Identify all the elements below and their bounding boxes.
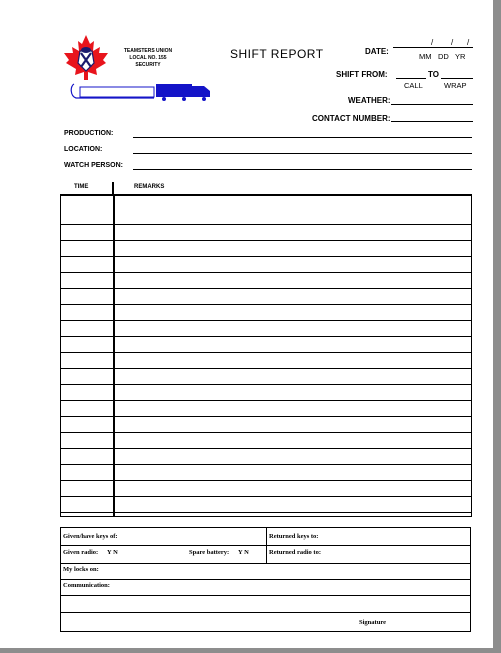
date-input-line[interactable] (393, 47, 473, 48)
date-label: DATE: (365, 47, 389, 56)
box-rule-4 (61, 595, 470, 596)
table-row[interactable] (61, 369, 471, 385)
remarks-column-header: REMARKS (134, 184, 165, 190)
returned-radio-label: Returned radio to: (269, 549, 321, 556)
production-label: PRODUCTION: (64, 130, 114, 137)
box-rule-3 (61, 579, 470, 580)
spare-battery-label: Spare battery: (189, 549, 230, 556)
table-row[interactable] (61, 465, 471, 481)
table-row[interactable] (61, 385, 471, 401)
remarks-table[interactable] (60, 194, 472, 517)
shift-to-input-line[interactable] (441, 78, 473, 79)
table-top-rule (60, 194, 472, 196)
org-line-1: TEAMSTERS UNION (123, 48, 173, 54)
my-locks-label: My locks on: (63, 566, 99, 573)
given-radio-yes-no[interactable]: Y N (107, 549, 118, 556)
box-rule-5 (61, 612, 470, 613)
date-slash-2: / (451, 38, 454, 47)
table-row[interactable] (61, 289, 471, 305)
shift-from-label: SHIFT FROM: (336, 70, 388, 79)
contact-number-input-line[interactable] (391, 121, 473, 122)
wrap-label: WRAP (444, 81, 467, 90)
time-column-header: TIME (74, 184, 89, 190)
production-input-line[interactable] (133, 137, 472, 138)
spare-battery-yes-no[interactable]: Y N (238, 549, 249, 556)
weather-label: WEATHER: (348, 96, 391, 105)
location-input-line[interactable] (133, 153, 472, 154)
given-keys-label: Given/have keys of: (63, 533, 118, 540)
table-row[interactable] (61, 225, 471, 241)
table-rows (61, 209, 471, 513)
page-frame-bottom (0, 648, 501, 653)
table-row[interactable] (61, 449, 471, 465)
table-row[interactable] (61, 305, 471, 321)
table-row[interactable] (61, 497, 471, 513)
date-slash-1: / (431, 38, 434, 47)
date-slash-3: / (467, 38, 470, 47)
shift-from-input-line[interactable] (396, 78, 426, 79)
date-dd-label: DD (438, 52, 449, 61)
truck-logo-icon (70, 78, 215, 102)
table-row[interactable] (61, 337, 471, 353)
date-mm-label: MM (419, 52, 432, 61)
watch-person-label: WATCH PERSON: (64, 162, 123, 169)
table-row[interactable] (61, 257, 471, 273)
org-line-2: LOCAL NO. 155 (129, 55, 167, 61)
equipment-box (60, 527, 471, 632)
weather-input-line[interactable] (391, 104, 473, 105)
table-row[interactable] (61, 241, 471, 257)
returned-keys-label: Returned keys to: (269, 533, 319, 540)
given-radio-label: Given radio: (63, 549, 99, 556)
table-row[interactable] (61, 481, 471, 497)
table-row[interactable] (61, 433, 471, 449)
header-column-divider (112, 182, 114, 194)
table-row[interactable] (61, 209, 471, 225)
box-rule-2 (61, 563, 470, 564)
signature-label: Signature (359, 619, 386, 626)
maple-leaf-logo-icon (62, 33, 110, 81)
contact-number-label: CONTACT NUMBER: (312, 114, 391, 123)
watch-person-input-line[interactable] (133, 169, 472, 170)
location-label: LOCATION: (64, 146, 103, 153)
shift-to-label: TO (428, 70, 439, 79)
page-frame-right (493, 0, 501, 653)
table-row[interactable] (61, 273, 471, 289)
call-label: CALL (404, 81, 423, 90)
box-rule-1 (61, 545, 470, 546)
communication-label: Communication: (63, 582, 110, 589)
page-title: SHIFT REPORT (230, 47, 324, 61)
table-row[interactable] (61, 353, 471, 369)
date-yr-label: YR (455, 52, 466, 61)
table-row[interactable] (61, 401, 471, 417)
org-line-3: SECURITY (135, 62, 161, 68)
table-row[interactable] (61, 417, 471, 433)
union-name-block (108, 48, 188, 69)
table-row[interactable] (61, 321, 471, 337)
